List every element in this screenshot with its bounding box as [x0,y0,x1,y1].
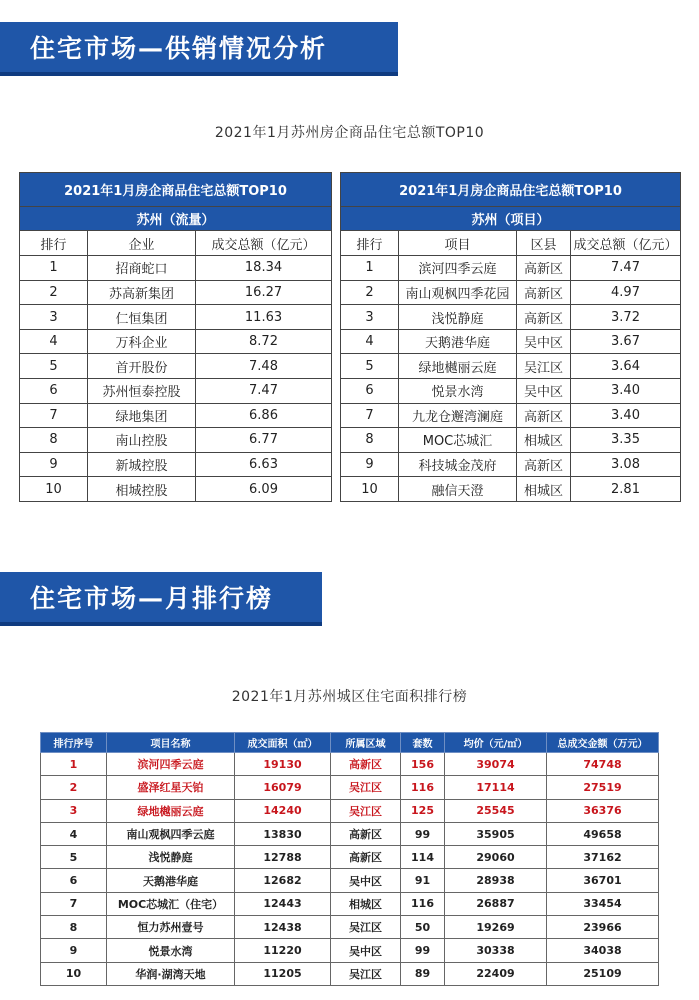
table-row [41,892,659,915]
caption-area-ranking: 2021年1月苏州城区住宅面积排行榜 [231,689,468,705]
table-cell: 7.48 [196,354,332,379]
table-cell: 14240 [235,799,331,822]
table-row [20,256,332,281]
table-row [20,428,332,453]
column-header: 成交面积（㎡） [235,733,331,753]
table-cell: 3 [20,305,88,330]
table-cell: 10 [41,962,107,985]
table-cell: 23966 [547,916,659,939]
table-cell: 26887 [445,892,547,915]
table-cell: 高新区 [517,452,571,477]
table-cell: 相城区 [517,428,571,453]
table-cell: 九龙仓邂湾澜庭 [399,403,517,428]
table-cell: 116 [401,892,445,915]
table-cell: 苏高新集团 [88,280,196,305]
table-cell: 南山观枫四季云庭 [107,822,235,845]
table-row [341,477,681,502]
table-cell: 25545 [445,799,547,822]
table-cell: 悦景水湾 [107,939,235,962]
table-cell: 99 [401,939,445,962]
table-cell: 6.09 [196,477,332,502]
table-cell: MOC芯城汇 [399,428,517,453]
table-cell: 12788 [235,846,331,869]
table-cell: 6.63 [196,452,332,477]
column-header: 成交总额（亿元） [571,231,681,256]
table-cell: 4 [41,822,107,845]
table-cell: 绿地樾丽云庭 [107,799,235,822]
table-cell: 89 [401,962,445,985]
table-cell: 34038 [547,939,659,962]
table-cell: 苏州恒泰控股 [88,378,196,403]
table-cell: 高新区 [517,305,571,330]
table-cell: 吴江区 [331,916,401,939]
table-cell: 19130 [235,753,331,776]
column-header: 企业 [88,231,196,256]
table-row [41,799,659,822]
table-cell: 仁恒集团 [88,305,196,330]
table-subtitle: 苏州（项目） [341,207,681,231]
table-cell: 5 [341,354,399,379]
table-cell: 10 [20,477,88,502]
table-cell: 华润·湖湾天地 [107,962,235,985]
table-row [20,452,332,477]
table-cell: 3.40 [571,403,681,428]
table-cell: 浅悦静庭 [399,305,517,330]
table-cell: 11.63 [196,305,332,330]
table-cell: 高新区 [517,403,571,428]
table-project-top10 [340,172,681,502]
table-cell: 吴江区 [517,354,571,379]
table-cell: 19269 [445,916,547,939]
table-cell: 28938 [445,869,547,892]
table-cell: 35905 [445,822,547,845]
table-cell: 绿地集团 [88,403,196,428]
table-cell: 滨河四季云庭 [399,256,517,281]
table-cell: 9 [341,452,399,477]
table-cell: 吴江区 [331,776,401,799]
table-cell: 29060 [445,846,547,869]
table-cell: 悦景水湾 [399,378,517,403]
table-cell: 招商蛇口 [88,256,196,281]
table-cell: 恒力苏州壹号 [107,916,235,939]
table-cell: 74748 [547,753,659,776]
table-cell: 1 [341,256,399,281]
table-cell: 2.81 [571,477,681,502]
table-cell: 相城区 [331,892,401,915]
column-header: 项目名称 [107,733,235,753]
column-header: 区县 [517,231,571,256]
column-header: 项目 [399,231,517,256]
table-cell: 3.08 [571,452,681,477]
table-cell: 3 [341,305,399,330]
table-cell: 8 [20,428,88,453]
section-banner-ranking: 住宅市场—月排行榜 [0,572,322,622]
table-cell: 4 [341,329,399,354]
table-row [341,378,681,403]
table-cell: 天鹅港华庭 [107,869,235,892]
table-cell: 39074 [445,753,547,776]
table-cell: 37162 [547,846,659,869]
table-cell: 吴中区 [517,378,571,403]
table-cell: 17114 [445,776,547,799]
table-row [341,428,681,453]
caption-top10: 2021年1月苏州房企商品住宅总额TOP10 [214,125,485,141]
table-cell: 36701 [547,869,659,892]
table-cell: 3 [41,799,107,822]
table-cell: 科技城金茂府 [399,452,517,477]
table-cell: 3.67 [571,329,681,354]
table-cell: 天鹅港华庭 [399,329,517,354]
table-cell: 4.97 [571,280,681,305]
table-cell: 6 [20,378,88,403]
table-cell: 50 [401,916,445,939]
table-cell: 吴江区 [331,799,401,822]
table-cell: 7 [20,403,88,428]
table-cell: 万科企业 [88,329,196,354]
table-row [41,753,659,776]
table-cell: 12438 [235,916,331,939]
table-cell: 1 [41,753,107,776]
table-cell: 8.72 [196,329,332,354]
table-cell: 33454 [547,892,659,915]
table-row [341,305,681,330]
table-row [341,280,681,305]
table-cell: 6 [341,378,399,403]
table-title: 2021年1月房企商品住宅总额TOP10 [20,173,332,207]
table-cell: 3.40 [571,378,681,403]
table-cell: 30338 [445,939,547,962]
table-cell: 99 [401,822,445,845]
table-row [20,305,332,330]
table-cell: 滨河四季云庭 [107,753,235,776]
table-cell: 南山观枫四季花园 [399,280,517,305]
table-cell: 高新区 [517,280,571,305]
table-cell: 11205 [235,962,331,985]
table-cell: 5 [20,354,88,379]
table-cell: 3.35 [571,428,681,453]
table-row [20,354,332,379]
table-cell: 盛泽红星天铂 [107,776,235,799]
table-row [341,452,681,477]
table-cell: 3.64 [571,354,681,379]
table-cell: 5 [41,846,107,869]
table-cell: 6 [41,869,107,892]
table-cell: 高新区 [517,256,571,281]
table-cell: MOC芯城汇（住宅） [107,892,235,915]
table-cell: 吴中区 [331,939,401,962]
column-header: 总成交金额（万元） [547,733,659,753]
table-cell: 25109 [547,962,659,985]
column-header: 所属区域 [331,733,401,753]
column-header: 排行序号 [41,733,107,753]
table-cell: 3.72 [571,305,681,330]
column-header: 成交总额（亿元） [196,231,332,256]
table-row [41,962,659,985]
table-cell: 6.77 [196,428,332,453]
table-area-ranking [40,732,659,986]
table-row [41,776,659,799]
table-cell: 10 [341,477,399,502]
table-cell: 114 [401,846,445,869]
table-cell: 吴中区 [331,869,401,892]
column-header: 排行 [341,231,399,256]
table-cell: 绿地樾丽云庭 [399,354,517,379]
table-cell: 吴江区 [331,962,401,985]
table-cell: 2 [341,280,399,305]
table-cell: 156 [401,753,445,776]
table-row [41,869,659,892]
table-cell: 6.86 [196,403,332,428]
table-cell: 7 [41,892,107,915]
table-cell: 27519 [547,776,659,799]
table-enterprise-top10 [19,172,332,502]
table-cell: 2 [41,776,107,799]
table-cell: 49658 [547,822,659,845]
table-cell: 36376 [547,799,659,822]
table-cell: 新城控股 [88,452,196,477]
table-cell: 8 [341,428,399,453]
table-row [41,916,659,939]
table-cell: 2 [20,280,88,305]
table-subtitle: 苏州（流量） [20,207,332,231]
table-row [341,354,681,379]
table-cell: 高新区 [331,753,401,776]
table-row [41,939,659,962]
table-cell: 7 [341,403,399,428]
column-header: 均价（元/㎡） [445,733,547,753]
table-cell: 12443 [235,892,331,915]
table-cell: 116 [401,776,445,799]
table-cell: 16079 [235,776,331,799]
table-cell: 吴中区 [517,329,571,354]
column-header: 套数 [401,733,445,753]
table-row [20,477,332,502]
table-cell: 9 [20,452,88,477]
table-row [20,378,332,403]
table-cell: 首开股份 [88,354,196,379]
table-cell: 18.34 [196,256,332,281]
table-cell: 8 [41,916,107,939]
table-row [41,846,659,869]
table-row [341,256,681,281]
table-cell: 125 [401,799,445,822]
table-cell: 11220 [235,939,331,962]
table-cell: 7.47 [571,256,681,281]
table-cell: 融信天澄 [399,477,517,502]
table-cell: 16.27 [196,280,332,305]
table-cell: 9 [41,939,107,962]
table-row [341,403,681,428]
table-cell: 22409 [445,962,547,985]
table-cell: 13830 [235,822,331,845]
table-cell: 91 [401,869,445,892]
table-row [341,329,681,354]
table-cell: 12682 [235,869,331,892]
column-header: 排行 [20,231,88,256]
table-row [20,329,332,354]
table-cell: 高新区 [331,822,401,845]
table-cell: 相城控股 [88,477,196,502]
table-cell: 4 [20,329,88,354]
section-banner-supply: 住宅市场—供销情况分析 [0,22,398,72]
table-cell: 浅悦静庭 [107,846,235,869]
table-cell: 高新区 [331,846,401,869]
table-cell: 南山控股 [88,428,196,453]
table-row [20,403,332,428]
table-cell: 7.47 [196,378,332,403]
table-title: 2021年1月房企商品住宅总额TOP10 [341,173,681,207]
table-row [41,822,659,845]
table-row [20,280,332,305]
table-cell: 1 [20,256,88,281]
table-cell: 相城区 [517,477,571,502]
